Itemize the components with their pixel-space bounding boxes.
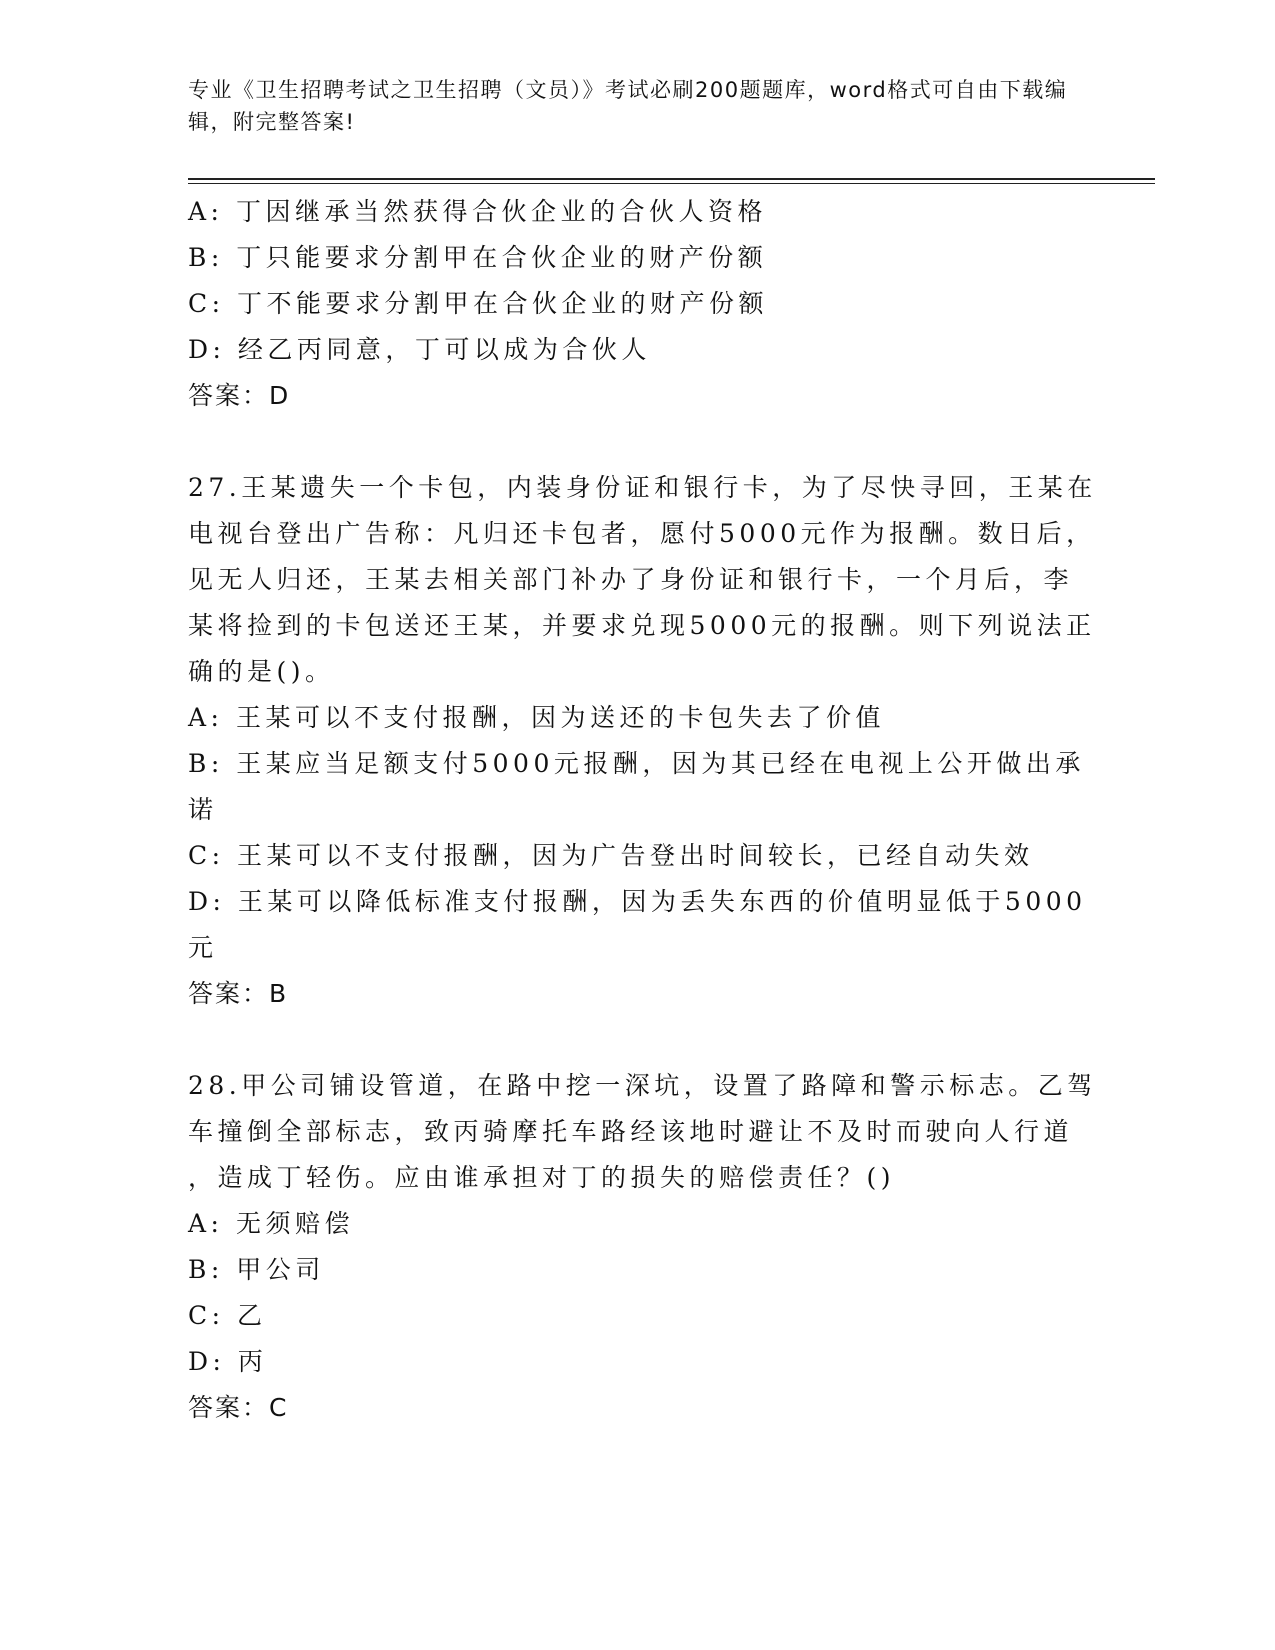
option-b: B: 丁只能要求分割甲在合伙企业的财产份额 [188, 243, 768, 272]
answer: 答案：D [188, 381, 291, 410]
question-27 [188, 465, 1097, 1017]
question-stem-line: 某将捡到的卡包送还王某，并要求兑现5000元的报酬。则下列说法正 [188, 611, 1096, 640]
question-stem-line: 见无人归还，王某去相关部门补办了身份证和银行卡，一个月后，李 [188, 565, 1074, 594]
question-stem-line: 电视台登出广告称：凡归还卡包者，愿付5000元作为报酬。数日后， [188, 519, 1096, 548]
option-d: D: 经乙丙同意，丁可以成为合伙人 [188, 335, 651, 364]
option-a: A: 无须赔偿 [188, 1209, 354, 1238]
header-rule-thick [188, 178, 1155, 180]
question-stem-line: ，造成丁轻伤。应由谁承担对丁的损失的赔偿责任？() [188, 1163, 896, 1192]
question-26-tail [188, 189, 1088, 419]
option-c: C: 乙 [188, 1301, 267, 1330]
answer: 答案：B [188, 979, 289, 1008]
option-b: B: 王某应当足额支付5000元报酬，因为其已经在电视上公开做出承 [188, 749, 1085, 778]
option-b: B: 甲公司 [188, 1255, 325, 1284]
question-stem-line: 车撞倒全部标志，致丙骑摩托车路经该地时避让不及时而驶向人行道 [188, 1117, 1074, 1146]
header-rule-thin [188, 183, 1155, 184]
spacer [188, 419, 1088, 465]
document-body [188, 189, 1097, 1431]
question-28 [188, 1063, 1097, 1431]
option-b-continued: 诺 [188, 795, 218, 824]
option-d: D: 丙 [188, 1347, 268, 1376]
document-header [188, 74, 1068, 138]
answer: 答案：C [188, 1393, 289, 1422]
option-c: C: 王某可以不支付报酬，因为广告登出时间较长，已经自动失效 [188, 841, 1034, 870]
option-d: D: 王某可以降低标准支付报酬，因为丢失东西的价值明显低于5000 [188, 887, 1087, 916]
option-a: A: 王某可以不支付报酬，因为送还的卡包失去了价值 [188, 703, 885, 732]
option-a: A: 丁因继承当然获得合伙企业的合伙人资格 [188, 197, 767, 226]
option-d-continued: 元 [188, 933, 218, 962]
spacer [188, 1017, 1088, 1063]
option-c: C: 丁不能要求分割甲在合伙企业的财产份额 [188, 289, 769, 318]
question-stem-line: 28.甲公司铺设管道，在路中挖一深坑，设置了路障和警示标志。乙驾 [188, 1071, 1097, 1100]
question-stem-line: 27.王某遗失一个卡包，内装身份证和银行卡，为了尽快寻回，王某在 [188, 473, 1097, 502]
question-stem-line: 确的是()。 [188, 657, 335, 686]
header-title: 专业《卫生招聘考试之卫生招聘（文员）》考试必刷200题题库，word格式可自由下载编辑，附完整答案! [188, 78, 1068, 134]
